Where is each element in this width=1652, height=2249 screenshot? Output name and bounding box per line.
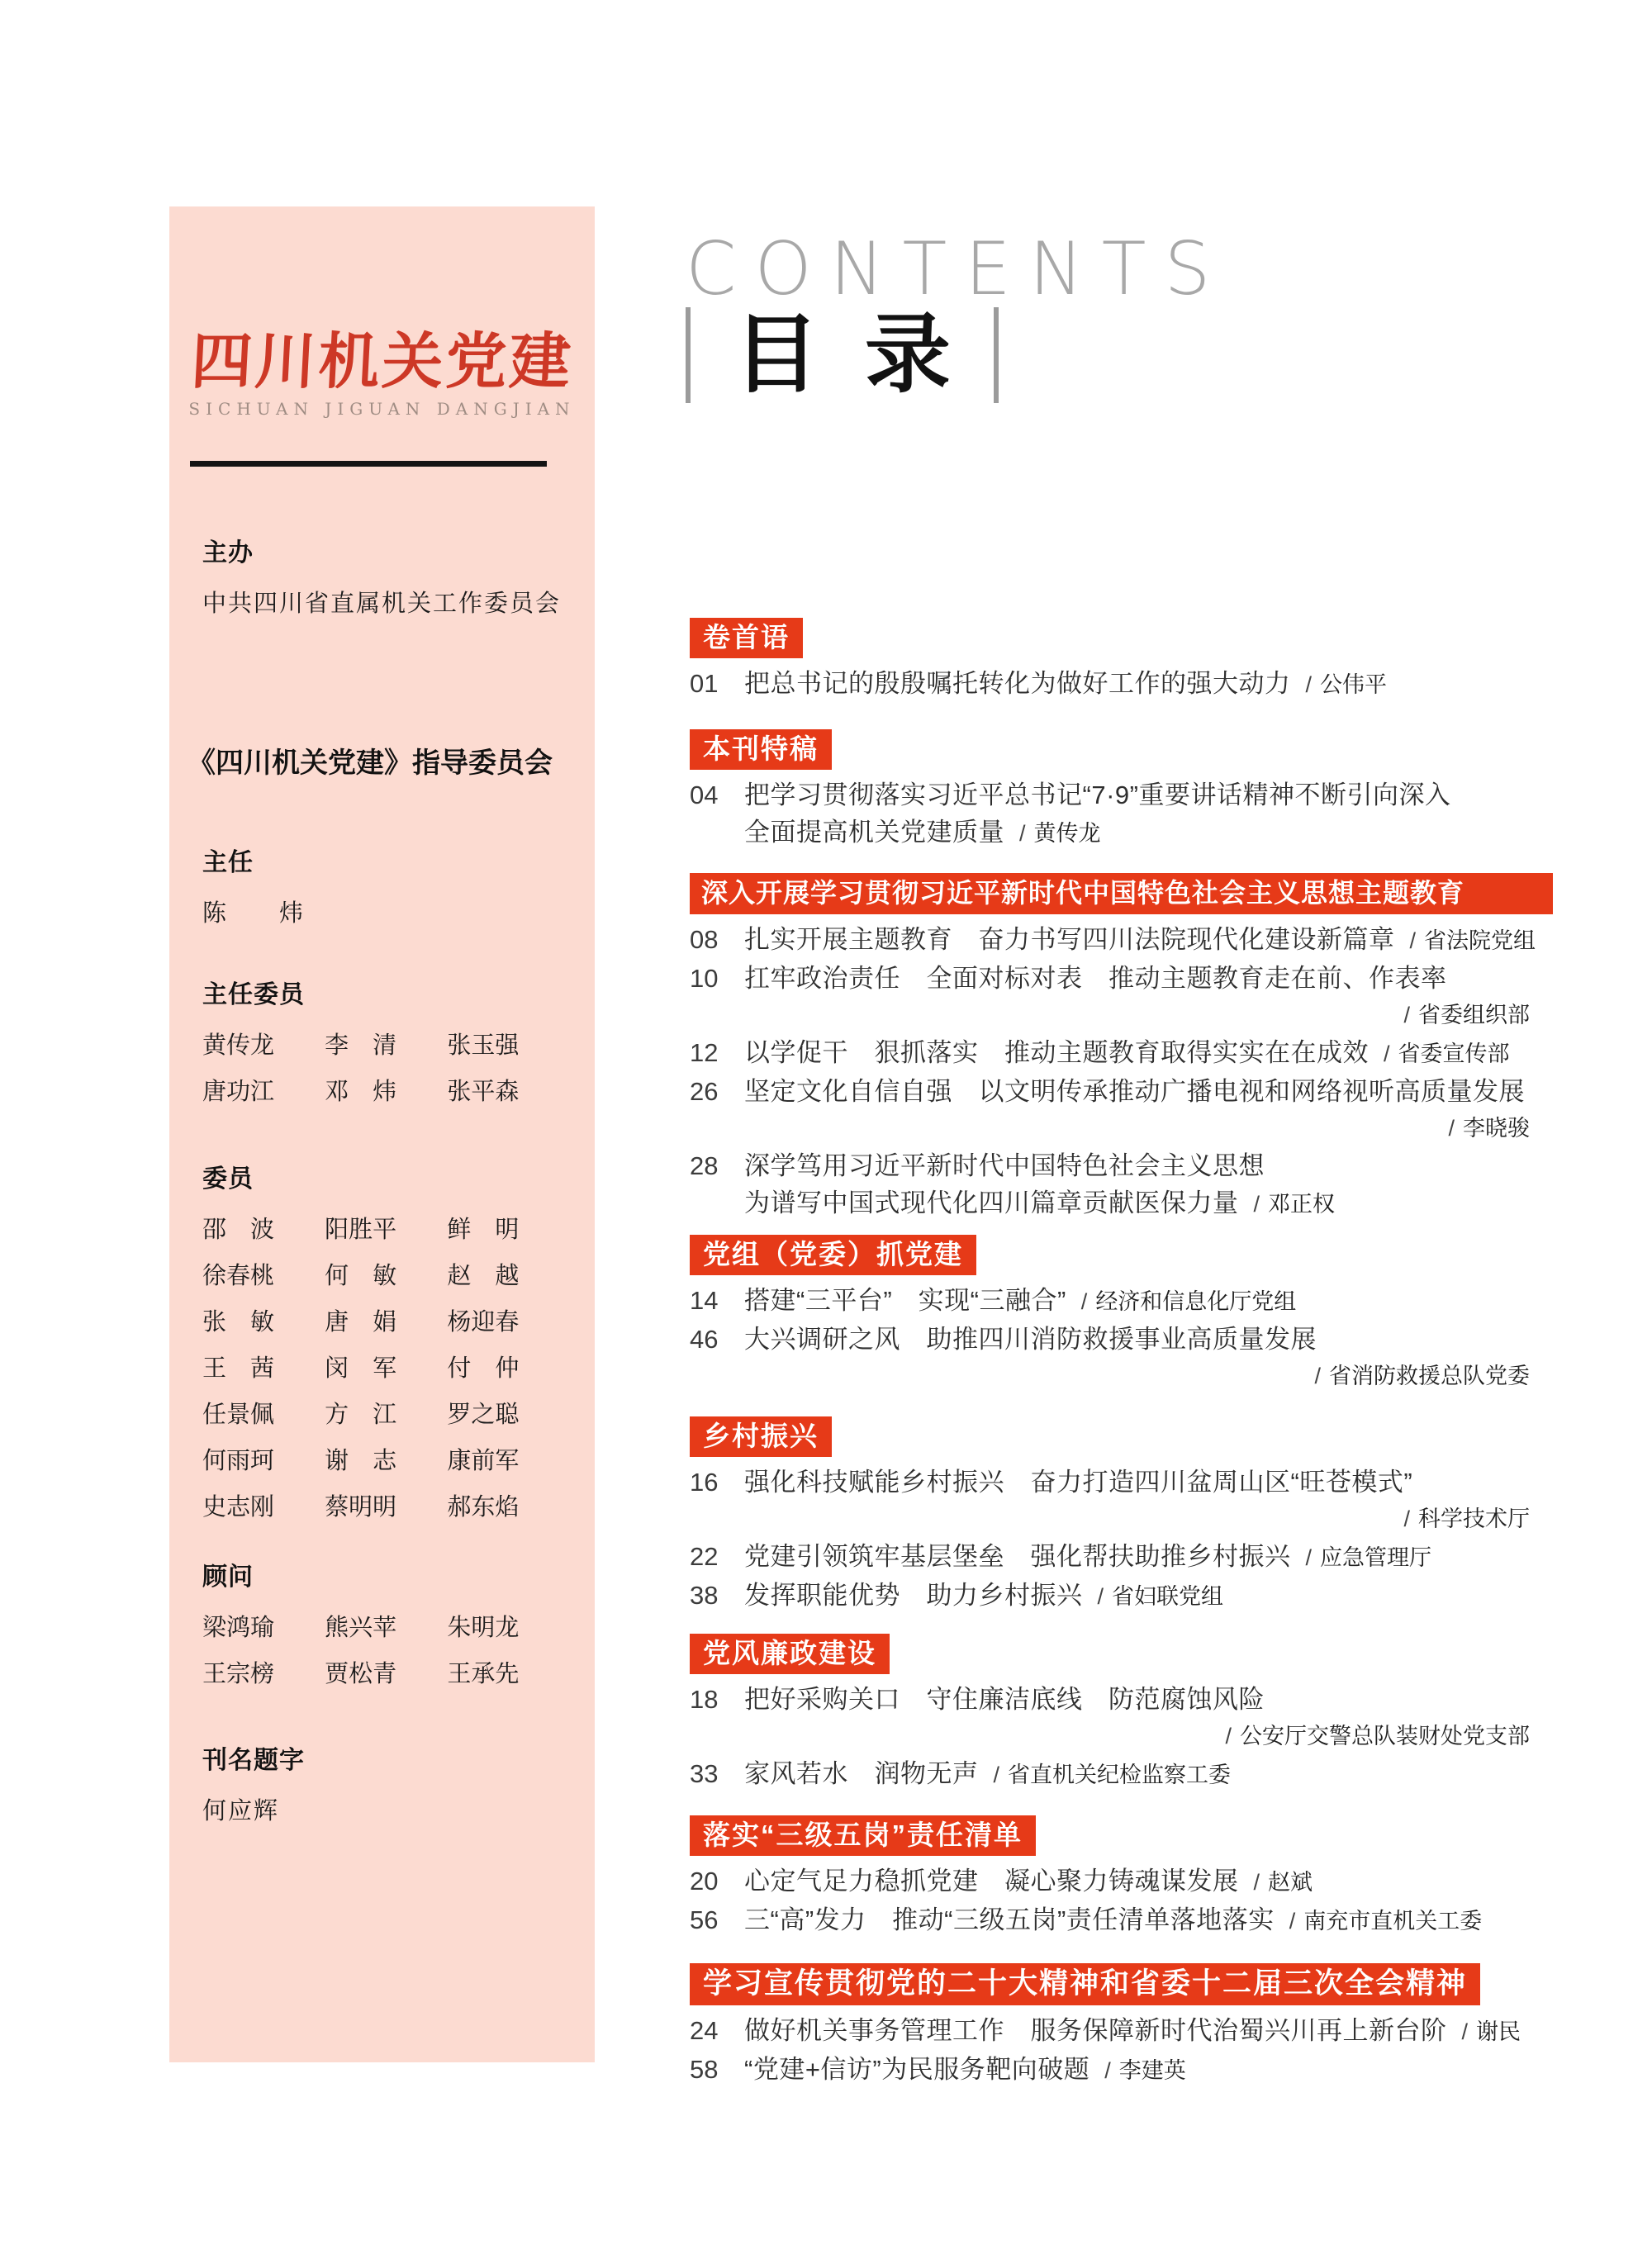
toc-section-theme-education xyxy=(690,873,1553,1223)
deputy-row xyxy=(202,1068,570,1114)
person-name: 何应辉 xyxy=(202,1796,280,1824)
person-name: 张平森 xyxy=(447,1077,520,1105)
section-heading-banner: 深入开展学习贯彻习近平新时代中国特色社会主义思想主题教育 xyxy=(690,873,1553,914)
article-author xyxy=(1314,1358,1530,1395)
author-slash: / xyxy=(1448,1116,1455,1141)
article-title: 党建引领筑牢基层堡垒 强化帮扶助推乡村振兴 xyxy=(744,1542,1291,1571)
toc-section-special xyxy=(690,729,1553,852)
author-slash: / xyxy=(1253,1870,1260,1895)
article-author xyxy=(1098,1578,1224,1616)
article-title: 三“高”发力 推动“三级五岗”责任清单落地落实 xyxy=(744,1905,1275,1934)
author-slash: / xyxy=(1289,1909,1296,1933)
guidance-committee-heading: 《四川机关党建》指导委员会 xyxy=(188,747,553,779)
author-name: 省法院党组 xyxy=(1424,928,1536,954)
toc-entry xyxy=(690,1862,1553,1901)
page-number: 28 xyxy=(690,1151,719,1180)
toc-section-party-conduct xyxy=(690,1634,1553,1794)
director-label: 主任 xyxy=(202,849,254,876)
contents-title-cn: 目 录 xyxy=(686,307,999,403)
members-row xyxy=(202,1345,570,1391)
article-author xyxy=(1403,1501,1530,1538)
toc-entry xyxy=(690,665,1553,704)
author-slash: / xyxy=(1305,1545,1313,1570)
page-number: 16 xyxy=(690,1468,719,1497)
masthead-sidebar xyxy=(169,206,595,2062)
toc-section-responsibility-list xyxy=(690,1815,1553,1940)
author-name: 邓正权 xyxy=(1268,1192,1336,1217)
author-name: 应急管理厅 xyxy=(1320,1545,1432,1571)
author-slash: / xyxy=(1080,1289,1088,1314)
page-number: 04 xyxy=(690,781,719,809)
article-title: “党建+信访”为民服务靶向破题 xyxy=(744,2055,1090,2084)
toc-entry xyxy=(690,1321,1553,1358)
article-title: 坚定文化自信自强 以文明传承推动广播电视和网络视听高质量发展 xyxy=(744,1077,1525,1106)
organizer-value: 中共四川省直属机关工作委员会 xyxy=(202,589,562,617)
person-name: 王承先 xyxy=(447,1659,520,1687)
article-title: 以学促干 狠抓落实 推动主题教育取得实实在在成效 xyxy=(744,1038,1369,1067)
article-title: 把总书记的殷殷嘱托转化为做好工作的强大动力 xyxy=(744,669,1291,698)
toc-entry xyxy=(690,1577,1553,1616)
author-slash: / xyxy=(993,1763,1000,1787)
article-author xyxy=(1306,667,1388,704)
article-title: 做好机关事务管理工作 服务保障新时代治蜀兴川再上新台阶 xyxy=(744,2016,1447,2045)
person-name: 梁鸿瑜 xyxy=(202,1613,275,1641)
person-name: 李 清 xyxy=(325,1031,397,1059)
toc-entry xyxy=(690,1755,1553,1794)
page-number: 26 xyxy=(690,1077,719,1106)
article-title: 把好采购关口 守住廉洁底线 防范腐蚀风险 xyxy=(744,1685,1265,1714)
article-author xyxy=(994,1757,1232,1794)
article-title: 家风若水 润物无声 xyxy=(744,1759,979,1788)
author-slash: / xyxy=(1097,1584,1104,1609)
article-title: 把学习贯彻落实习近平总书记“7·9”重要讲话精神不断引向深入 xyxy=(744,781,1451,809)
author-name: 科学技术厅 xyxy=(1418,1506,1530,1532)
article-author xyxy=(1225,1718,1530,1755)
author-slash: / xyxy=(1403,1506,1410,1531)
toc-entry-continuation xyxy=(690,814,1553,852)
author-name: 省妇联党组 xyxy=(1112,1584,1224,1610)
author-name: 省委宣传部 xyxy=(1398,1041,1510,1067)
person-name: 何 敏 xyxy=(325,1261,397,1289)
author-slash: / xyxy=(1461,2019,1469,2044)
article-title: 搭建“三平台” 实现“三融合” xyxy=(744,1286,1066,1315)
author-name: 黄传龙 xyxy=(1033,821,1101,847)
person-name: 任景佩 xyxy=(202,1400,275,1428)
person-name: 蔡明明 xyxy=(325,1492,397,1521)
person-name: 唐功江 xyxy=(202,1077,275,1105)
person-name: 贾松青 xyxy=(325,1659,397,1687)
toc-entry xyxy=(690,1681,1553,1718)
magazine-logo-title: 四川机关党建 xyxy=(189,326,575,397)
article-title: 心定气足力稳抓党建 凝心聚力铸魂谋发展 xyxy=(744,1867,1239,1896)
person-name: 黄传龙 xyxy=(202,1031,275,1059)
person-name: 徐春桃 xyxy=(202,1261,275,1289)
author-name: 省消防救援总队党委 xyxy=(1329,1364,1530,1389)
article-title-line2: 全面提高机关党建质量 xyxy=(744,818,1004,847)
person-name: 邓 炜 xyxy=(325,1077,397,1105)
article-author xyxy=(1104,2052,1186,2090)
toc-entry xyxy=(690,1073,1553,1110)
section-heading-badge: 卷首语 xyxy=(690,618,803,658)
article-title: 深学笃用习近平新时代中国特色社会主义思想 xyxy=(744,1151,1265,1180)
article-author xyxy=(1410,923,1536,960)
page-number: 24 xyxy=(690,2016,719,2045)
members-block xyxy=(202,1163,570,1530)
author-name: 李晓骏 xyxy=(1463,1116,1530,1141)
page-number: 56 xyxy=(690,1905,719,1934)
author-name: 赵斌 xyxy=(1268,1870,1313,1896)
author-slash: / xyxy=(1104,2058,1111,2083)
article-author xyxy=(1081,1283,1297,1321)
section-heading-badge: 本刊特稿 xyxy=(690,729,832,770)
advisors-row xyxy=(202,1650,570,1696)
page-number: 46 xyxy=(690,1325,719,1354)
deputy-directors-label: 主任委员 xyxy=(202,981,305,1008)
article-author xyxy=(1306,1540,1432,1577)
section-heading-badge: 党风廉政建设 xyxy=(690,1634,890,1674)
page-number: 08 xyxy=(690,925,719,954)
toc-entry xyxy=(690,1901,1553,1940)
deputy-directors-block xyxy=(202,979,570,1114)
author-slash: / xyxy=(1225,1724,1232,1748)
article-author xyxy=(1384,1036,1510,1073)
members-label: 委员 xyxy=(202,1165,254,1193)
person-name: 赵 越 xyxy=(447,1261,520,1289)
article-title: 扎实开展主题教育 奋力书写四川法院现代化建设新篇章 xyxy=(744,925,1395,954)
contents-title-en: CONTENTS xyxy=(686,226,1229,311)
members-row xyxy=(202,1483,570,1530)
article-author xyxy=(1289,1903,1483,1940)
page-number: 01 xyxy=(690,669,719,698)
toc-author-line xyxy=(690,1358,1553,1395)
toc-section-foreword xyxy=(690,618,1553,704)
person-name: 王宗榜 xyxy=(202,1659,275,1687)
article-author xyxy=(1019,815,1101,852)
person-name: 鲜 明 xyxy=(447,1215,520,1243)
toc-entry xyxy=(690,1464,1553,1501)
author-name: 省委组织部 xyxy=(1418,1003,1530,1028)
toc-entry xyxy=(690,776,1553,814)
person-name: 史志刚 xyxy=(202,1492,275,1521)
author-name: 公伟平 xyxy=(1320,672,1388,698)
toc-entry xyxy=(690,2012,1553,2051)
person-name: 阳胜平 xyxy=(325,1215,397,1243)
author-slash: / xyxy=(1019,821,1026,846)
magazine-logo xyxy=(169,326,595,420)
page-number: 18 xyxy=(690,1685,719,1714)
article-title: 强化科技赋能乡村振兴 奋力打造四川盆周山区“旺苍模式” xyxy=(744,1468,1413,1497)
person-name: 熊兴苹 xyxy=(325,1613,397,1641)
members-row xyxy=(202,1206,570,1252)
director-block xyxy=(202,847,570,936)
person-name: 邵 波 xyxy=(202,1215,275,1243)
toc-entry xyxy=(690,1034,1553,1073)
article-author xyxy=(1462,2014,1521,2051)
members-row xyxy=(202,1391,570,1437)
toc-entry xyxy=(690,960,1553,997)
toc-entry-continuation xyxy=(690,1184,1553,1223)
organizer-label: 主办 xyxy=(202,539,254,567)
organizer-block xyxy=(202,537,570,626)
toc-author-line xyxy=(690,1110,1553,1147)
person-name: 谢 志 xyxy=(325,1446,397,1474)
section-heading-banner: 学习宣传贯彻党的二十大精神和省委十二届三次全会精神 xyxy=(690,1963,1480,2005)
person-name: 朱明龙 xyxy=(447,1613,520,1641)
toc-entry xyxy=(690,1282,1553,1321)
toc-entry xyxy=(690,1538,1553,1577)
section-heading-badge: 落实“三级五岗”责任清单 xyxy=(690,1815,1036,1856)
sidebar-divider xyxy=(190,461,547,467)
toc-entry xyxy=(690,921,1553,960)
advisors-label: 顾问 xyxy=(202,1563,254,1591)
person-name: 付 仲 xyxy=(447,1354,520,1382)
page-number: 14 xyxy=(690,1286,719,1315)
person-name: 闵 军 xyxy=(325,1354,397,1382)
author-slash: / xyxy=(1384,1041,1390,1066)
person-name: 罗之聪 xyxy=(447,1400,520,1428)
advisors-row xyxy=(202,1604,570,1650)
author-slash: / xyxy=(1253,1192,1260,1217)
author-slash: / xyxy=(1403,1003,1410,1027)
page-number: 33 xyxy=(690,1759,719,1788)
person-name: 杨迎春 xyxy=(447,1307,520,1336)
toc-entry xyxy=(690,2051,1553,2090)
article-title: 大兴调研之风 助推四川消防救援事业高质量发展 xyxy=(744,1325,1317,1354)
magazine-logo-subtitle: SICHUAN JIGUAN DANGJIAN xyxy=(188,399,576,420)
author-slash: / xyxy=(1305,672,1313,697)
calligrapher-block xyxy=(202,1744,570,1834)
members-row xyxy=(202,1252,570,1298)
page-number: 58 xyxy=(690,2055,719,2084)
page-number: 12 xyxy=(690,1038,719,1067)
article-author xyxy=(1254,1864,1313,1901)
author-slash: / xyxy=(1409,928,1417,953)
toc-author-line xyxy=(690,997,1553,1034)
toc-author-line xyxy=(690,1718,1553,1755)
person-name: 康前军 xyxy=(447,1446,520,1474)
author-name: 省直机关纪检监察工委 xyxy=(1008,1763,1232,1788)
toc-section-20th-congress xyxy=(690,1963,1553,2090)
author-name: 经济和信息化厅党组 xyxy=(1095,1289,1297,1315)
person-name: 唐 娟 xyxy=(325,1307,397,1336)
section-heading-badge: 乡村振兴 xyxy=(690,1416,832,1457)
toc-entry xyxy=(690,1147,1553,1184)
author-slash: / xyxy=(1314,1364,1321,1388)
section-heading-badge: 党组（党委）抓党建 xyxy=(690,1235,976,1275)
author-name: 谢民 xyxy=(1476,2019,1521,2045)
author-name: 南充市直机关工委 xyxy=(1303,1909,1483,1934)
page-number: 38 xyxy=(690,1581,719,1610)
article-author xyxy=(1254,1186,1336,1223)
director-name: 陈 炜 xyxy=(202,899,306,927)
members-row xyxy=(202,1437,570,1483)
person-name: 张 敏 xyxy=(202,1307,275,1336)
person-name: 张玉强 xyxy=(447,1031,520,1059)
deputy-row xyxy=(202,1022,570,1068)
toc-section-rural-revitalization xyxy=(690,1416,1553,1616)
page-number: 10 xyxy=(690,964,719,993)
person-name: 方 江 xyxy=(325,1400,397,1428)
person-name: 王 茜 xyxy=(202,1354,275,1382)
person-name: 何雨珂 xyxy=(202,1446,275,1474)
article-title: 扛牢政治责任 全面对标对表 推动主题教育走在前、作表率 xyxy=(744,964,1447,993)
article-title-line2: 为谱写中国式现代化四川篇章贡献医保力量 xyxy=(744,1189,1239,1217)
page-number: 20 xyxy=(690,1867,719,1896)
calligrapher-label: 刊名题字 xyxy=(202,1747,305,1774)
advisors-block xyxy=(202,1561,570,1696)
author-name: 公安厅交警总队装财处党支部 xyxy=(1240,1724,1530,1749)
author-name: 李建英 xyxy=(1118,2058,1186,2084)
article-author xyxy=(1403,997,1530,1034)
members-row xyxy=(202,1298,570,1345)
toc-author-line xyxy=(690,1501,1553,1538)
toc-section-party-group xyxy=(690,1235,1553,1395)
page-number: 22 xyxy=(690,1542,719,1571)
article-title: 发挥职能优势 助力乡村振兴 xyxy=(744,1581,1083,1610)
article-author xyxy=(1448,1110,1530,1147)
person-name: 郝东焰 xyxy=(447,1492,520,1521)
